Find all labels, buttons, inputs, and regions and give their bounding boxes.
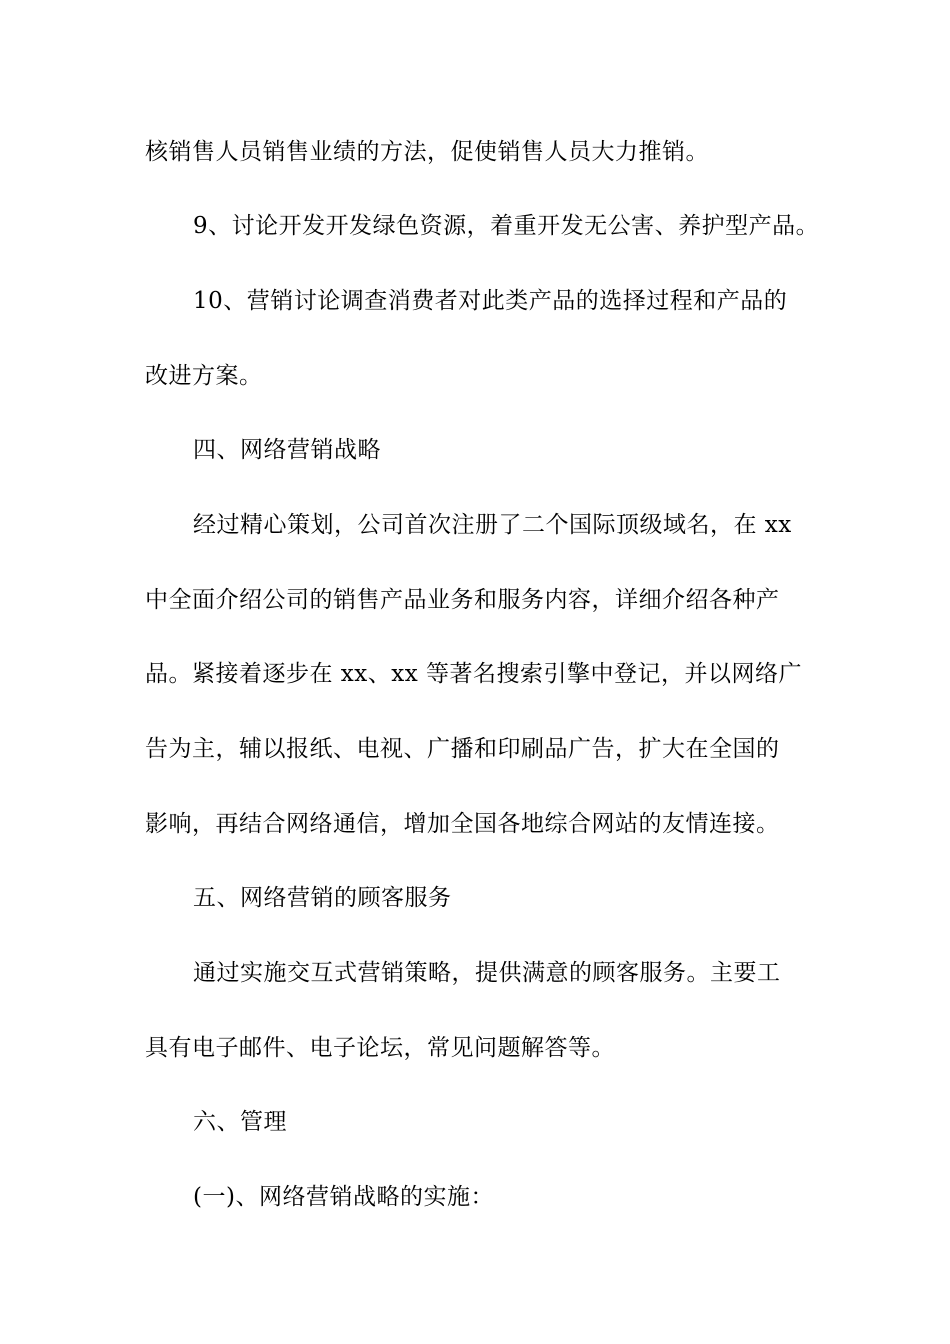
body-text-line: 影响，再结合网络通信，增加全国各地综合网站的友情连接。 (145, 811, 780, 837)
list-item-10: 10、营销讨论调查消费者对此类产品的选择过程和产品的 (193, 288, 788, 314)
subsection-heading: (一)、网络营销战略的实施： (193, 1184, 494, 1210)
body-text-line: 具有电子邮件、电子论坛，常见问题解答等。 (145, 1035, 615, 1061)
section-heading-6: 六、管理 (193, 1109, 287, 1135)
body-text-line: 品。紧接着逐步在 xx、xx 等著名搜索引擎中登记，并以网络广 (145, 661, 803, 687)
body-text-line: 经过精心策划，公司首次注册了二个国际顶级域名，在 xx (193, 512, 792, 538)
body-text-line: 核销售人员销售业绩的方法，促使销售人员大力推销。 (145, 139, 709, 165)
section-heading-5: 五、网络营销的顾客服务 (193, 885, 452, 911)
section-heading-4: 四、网络营销战略 (193, 437, 381, 463)
list-item-9: 9、讨论开发开发绿色资源，着重开发无公害、养护型产品。 (193, 213, 820, 239)
body-text-line: 中全面介绍公司的销售产品业务和服务内容，详细介绍各种产 (145, 587, 780, 613)
body-text-line: 改进方案。 (145, 363, 263, 389)
body-text-line: 告为主，辅以报纸、电视、广播和印刷品广告，扩大在全国的 (145, 736, 780, 762)
body-text-line: 通过实施交互式营销策略，提供满意的顾客服务。主要工 (193, 960, 781, 986)
